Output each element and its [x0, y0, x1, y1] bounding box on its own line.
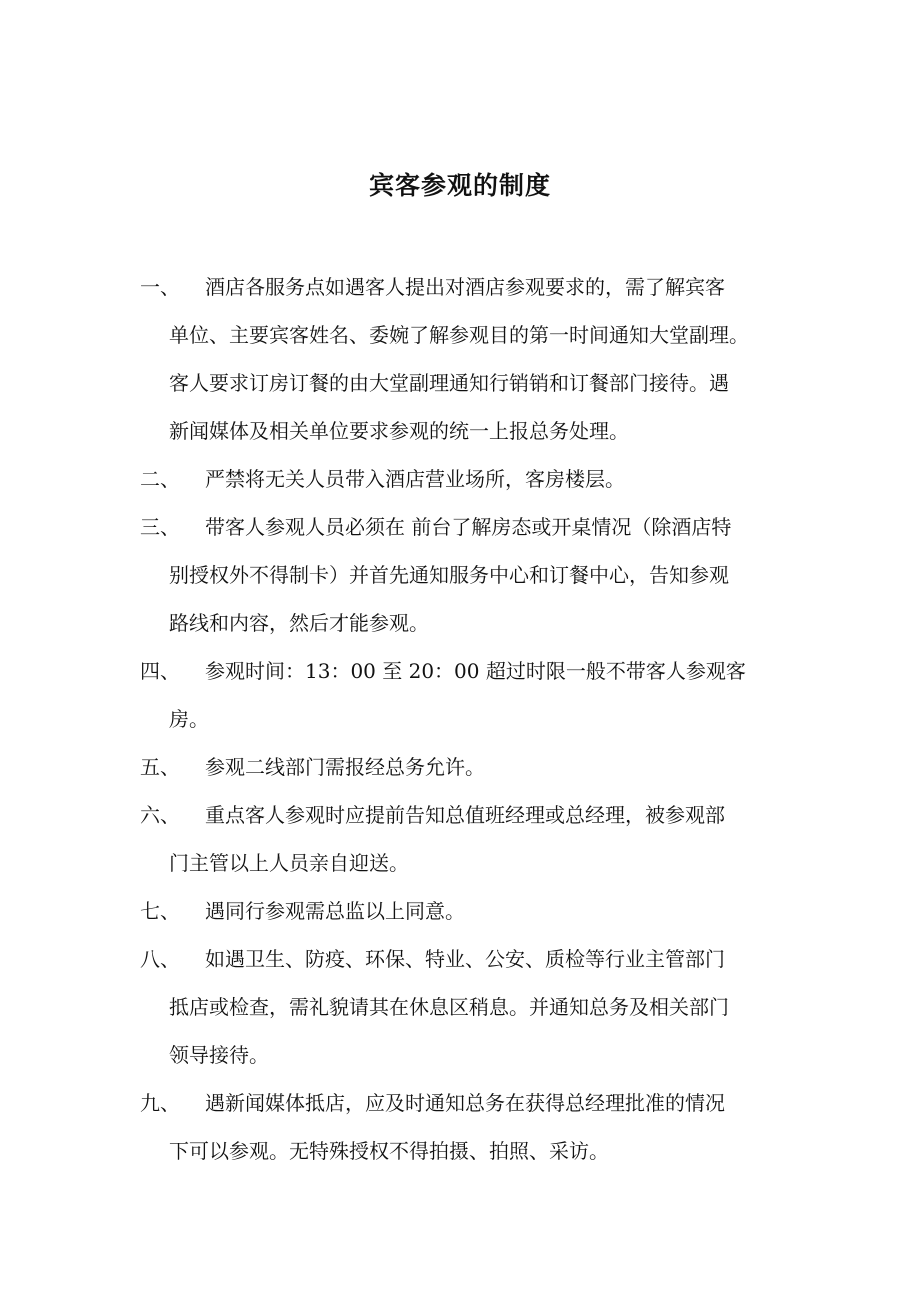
clause-number: 三、 — [140, 515, 180, 539]
clause-text-line: 领导接待。 — [169, 1043, 269, 1067]
clause-item — [140, 887, 800, 935]
clause-text-line: 抵店或检查，需礼貌请其在休息区稍息。并通知总务及相关部门 — [169, 995, 729, 1019]
clause-number: 二、 — [140, 467, 180, 491]
clause-text-line: 路线和内容，然后才能参观。 — [169, 611, 429, 635]
clause-item — [140, 263, 800, 455]
clause-item — [140, 1079, 800, 1175]
clause-text-line: 别授权外不得制卡）并首先通知服务中心和订餐中心，告知参观 — [169, 563, 729, 587]
clause-text-line: 遇新闻媒体抵店，应及时通知总务在获得总经理批准的情况 — [205, 1091, 725, 1115]
clause-item — [140, 935, 800, 1079]
clause-number: 五、 — [140, 755, 180, 779]
clause-item — [140, 455, 800, 503]
clause-number: 一、 — [140, 275, 180, 299]
clause-number: 八、 — [140, 947, 180, 971]
clause-item — [140, 791, 800, 887]
clause-text-line: 如遇卫生、防疫、环保、特业、公安、质检等行业主管部门 — [205, 947, 725, 971]
clause-text-line: 新闻媒体及相关单位要求参观的统一上报总务处理。 — [169, 419, 629, 443]
clause-number: 四、 — [140, 659, 180, 683]
clause-item — [140, 503, 800, 647]
clause-text-line: 参观二线部门需报经总务允许。 — [205, 755, 485, 779]
clause-number: 九、 — [140, 1091, 180, 1115]
clause-text-line: 带客人参观人员必须在 前台了解房态或开桌情况（除酒店特 — [205, 515, 732, 539]
clause-text-line: 遇同行参观需总监以上同意。 — [205, 899, 465, 923]
clause-number: 六、 — [140, 803, 180, 827]
page-title: 宾客参观的制度 — [368, 171, 551, 200]
clause-item — [140, 743, 800, 791]
clause-text-line: 门主管以上人员亲自迎送。 — [169, 851, 409, 875]
clause-text-line: 下可以参观。无特殊授权不得拍摄、拍照、采访。 — [169, 1139, 609, 1163]
clause-number: 七、 — [140, 899, 180, 923]
clause-text-line: 房。 — [169, 707, 209, 731]
clause-text-line: 单位、主要宾客姓名、委婉了解参观目的第一时间通知大堂副理。 — [169, 323, 749, 347]
clause-text-line: 酒店各服务点如遇客人提出对酒店参观要求的，需了解宾客 — [205, 275, 725, 299]
clause-text-line: 严禁将无关人员带入酒店营业场所，客房楼层。 — [205, 467, 625, 491]
clause-text-line: 客人要求订房订餐的由大堂副理通知行销销和订餐部门接待。遇 — [169, 371, 729, 395]
clause-text-line: 参观时间：13：00 至 20：00 超过时限一般不带客人参观客 — [205, 659, 746, 683]
clause-list — [140, 263, 800, 1175]
clause-text-line: 重点客人参观时应提前告知总值班经理或总经理，被参观部 — [205, 803, 725, 827]
clause-item — [140, 647, 800, 743]
